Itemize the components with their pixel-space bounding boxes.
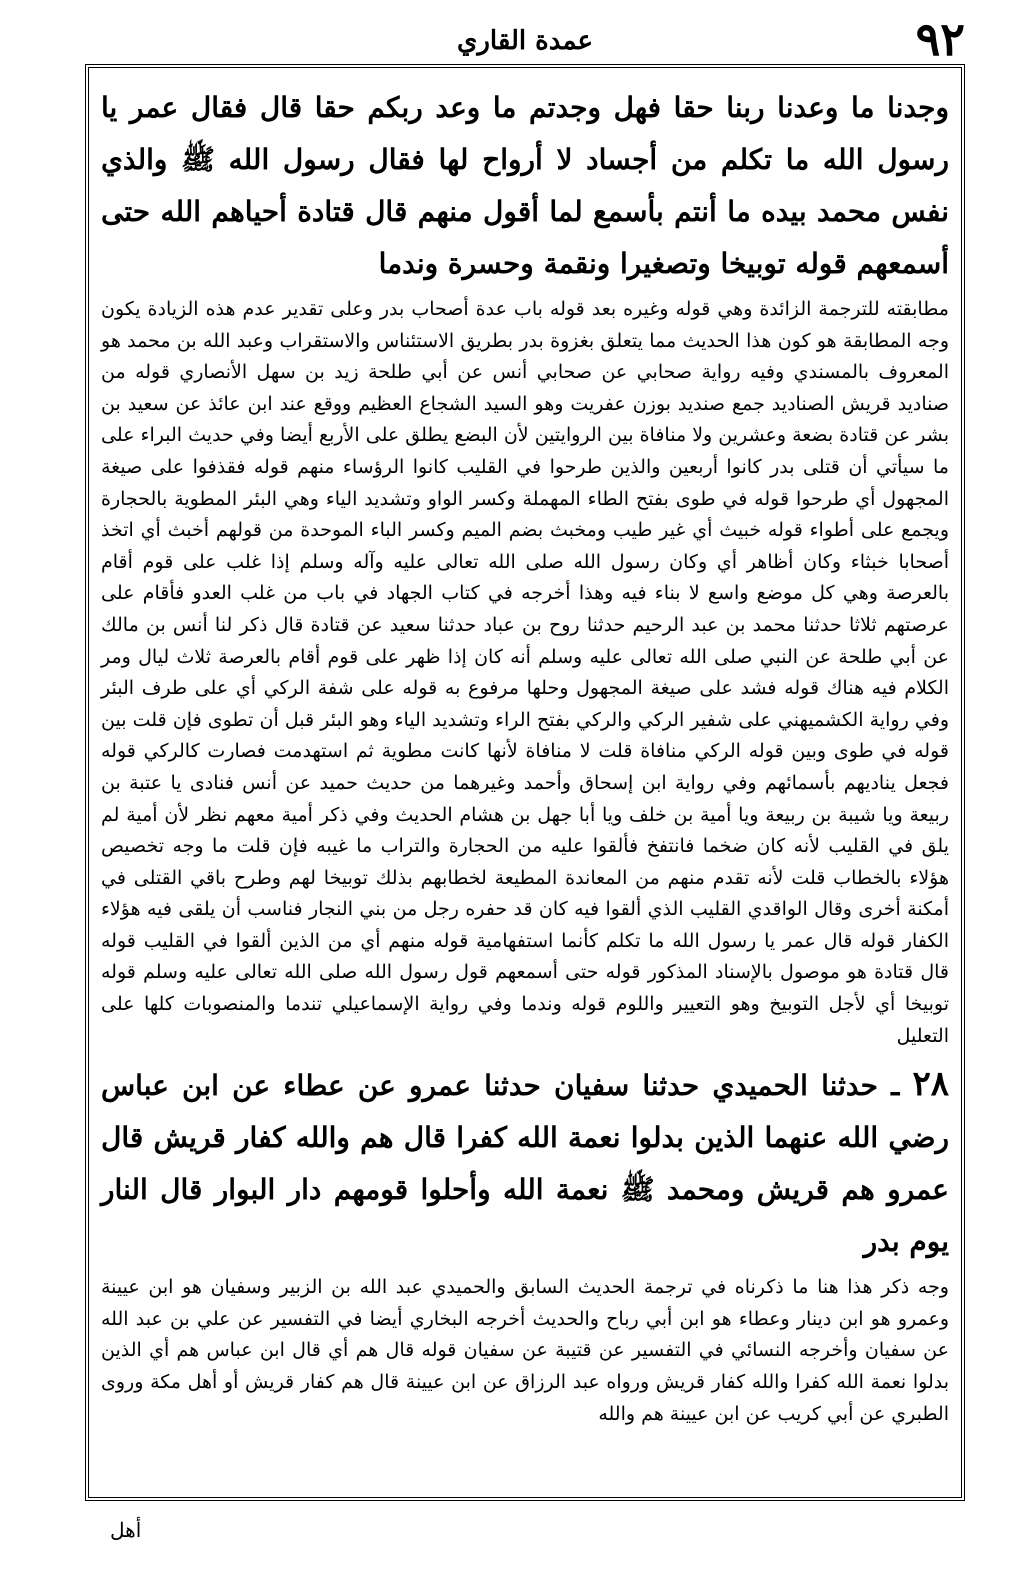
- page-header: [85, 14, 965, 64]
- hadith-text-2: حدثنا الحميدي حدثنا سفيان حدثنا عمرو عن عطاء عن ابن عباس رضي الله عنهما الذين بدلوا نعمة الله كفرا قال هم والله كفار قريش قال عمرو هم قريش ومحمد ﷺ نعمة الله وأحلوا قومهم دار البوار قال النار يوم بدر: [101, 1069, 949, 1259]
- hadith-number: ٢٨: [912, 1064, 950, 1105]
- catchword: أهل: [110, 1518, 142, 1542]
- page-frame: [85, 64, 965, 1501]
- commentary-1: مطابقته للترجمة الزائدة وهي قوله وغيره بعد قوله باب عدة أصحاب بدر وعلى تقدير عدم هذه الزيادة يكون وجه المطابقة هو كون هذا الحديث مما يتعلق بغزوة بدر بطريق الاستئناس والاستقراب وعبد الله بن محمد هو المعروف بالمسندي وفيه رواية صحابي عن صحابي أنس عن أبي طلحة زيد بن سهل الأنصاري قوله من صناديد قريش الصناديد جمع صنديد بوزن عفريت وهو السيد الشجاع العظيم ووقع عند ابن عائذ عن سعيد بن بشر عن قتادة بضعة وعشرين ولا منافاة بين الروايتين لأن البضع يطلق على الأربع أيضا وفي حديث البراء على ما سيأتي أن قتلى بدر كانوا أربعين والذين طرحوا في القليب كانوا الرؤساء منهم قوله فقذفوا على صيغة المجهول أي طرحوا قوله في طوى بفتح الطاء المهملة وكسر الواو وتشديد الياء وهي البئر المطوية بالحجارة ويجمع على أطواء قوله خبيث أي غير طيب ومخبث بضم الميم وكسر الباء الموحدة من قولهم أخبث أي اتخذ أصحابا خبثاء وكان أظاهر أي وكان رسول الله صلى الله تعالى عليه وآله وسلم إذا غلب على قوم أقام بالعرصة وهي كل موضع واسع لا بناء فيه وهذا أخرجه في كتاب الجهاد في باب من غلب العدو فأقام على عرصتهم ثلاثا حدثنا محمد بن عبد الرحيم حدثنا روح بن عباد حدثنا سعيد عن قتادة قال ذكر لنا أنس بن مالك عن أبي طلحة عن النبي صلى الله تعالى عليه وسلم أنه كان إذا ظهر على قوم أقام بالعرصة ثلاث ليال ومر الكلام فيه هناك قوله فشد على صيغة المجهول وحلها مرفوع به قوله على شفة الركي أي على طرف البئر وفي رواية الكشميهني على شفير الركي والركي بفتح الراء وتشديد الياء وهو البئر قبل أن تطوى فإن قلت بين قوله في طوى وبين قوله الركي منافاة قلت لا منافاة لأنها كانت مطوية ثم استهدمت فصارت كالركي قوله فجعل يناديهم بأسمائهم وفي رواية ابن إسحاق وأحمد وغيرهما من حديث حميد عن أنس فنادى يا عتبة بن ربيعة ويا شيبة بن ربيعة ويا أمية بن خلف ويا أبا جهل بن هشام الحديث وفي ذكر أمية معهم نظر لأن أمية لم يلق في القليب لأنه كان ضخما فانتفخ فألقوا عليه من الحجارة والتراب ما غيبه فإن قلت ما وجه تخصيص هؤلاء بالخطاب قلت لأنه تقدم منهم من المعاندة المطيعة لخطابهم بذلك توبيخا لهم وطرح باقي القتلى في أمكنة أخرى وقال الواقدي القليب الذي ألقوا فيه كان قد حفره رجل من بني النجار فناسب أن يلقى فيه هؤلاء الكفار قوله قال عمر يا رسول الله ما تكلم كأنما استفهامية قوله منهم أي من الذين ألقوا في القليب قوله قال قتادة هو موصول بالإسناد المذكور قوله حتى أسمعهم قول رسول الله صلى الله تعالى عليه وسلم قوله توبيخا أي لأجل التوبيخ وهو التعيير واللوم قوله وندما وفي رواية الإسماعيلي تندما والمنصوبات كلها على التعليل: [101, 298, 950, 1047]
- book-title: عمدة القاري: [457, 26, 593, 56]
- hadith-text-1: وجدنا ما وعدنا ربنا حقا فهل وجدتم ما وعد ربكم حقا قال فقال عمر يا رسول الله ما تكلم من أجساد لا أرواح لها فقال رسول الله ﷺ والذي نفس محمد بيده ما أنتم بأسمع لما أقول منهم قال قتادة أحياهم الله حتى أسمعهم قوله توبيخا وتصغيرا ونقمة وحسرة وندما: [101, 91, 949, 280]
- commentary-2: وجه ذكر هذا هنا ما ذكرناه في ترجمة الحديث السابق والحميدي عبد الله بن الزبير وسفيان هو ابن عيينة وعمرو هو ابن دينار وعطاء هو ابن أبي رباح والحديث أخرجه البخاري أيضا في التفسير عن علي بن عبد الله عن سفيان وأخرجه النسائي في التفسير عن قتيبة عن سفيان قوله قال هم أي قال ابن عباس هم أي الذين بدلوا نعمة الله كفرا والله كفار قريش ورواه عبد الرزاق عن ابن عيينة قال هم كفار قريش أو أهل مكة وروى الطبري عن أبي كريب عن ابن عيينة هم والله: [101, 1276, 949, 1425]
- hadith-block-2: ٢٨ ـ حدثنا الحميدي حدثنا سفيان حدثنا عمرو عن عطاء عن ابن عباس رضي الله عنهما الذين بدلوا نعمة الله كفرا قال هم والله كفار قريش قال عمرو هم قريش ومحمد ﷺ نعمة الله وأحلوا قومهم دار البوار قال النار يوم بدر: [101, 1064, 950, 1259]
- page-number: ٩٢: [915, 12, 965, 66]
